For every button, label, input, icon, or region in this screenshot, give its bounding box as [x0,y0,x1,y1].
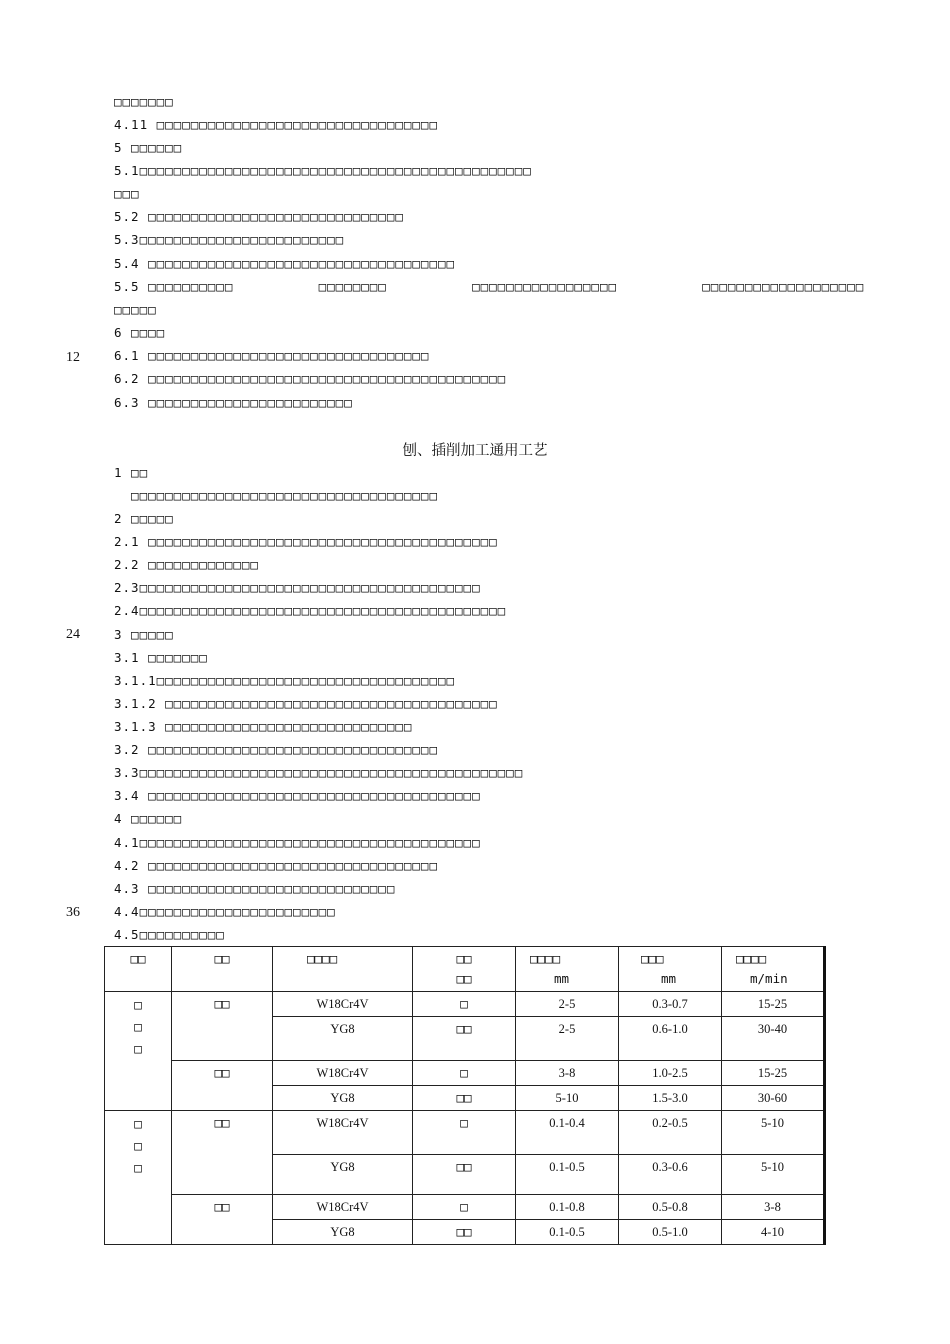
text-line: 4.3 □□□□□□□□□□□□□□□□□□□□□□□□□□□□□ [114,881,396,896]
text-line: 6.3 □□□□□□□□□□□□□□□□□□□□□□□□ [114,395,353,410]
table-row [105,992,825,1017]
text-line: 4.2 □□□□□□□□□□□□□□□□□□□□□□□□□□□□□□□□□□ [114,858,438,873]
depth-cell: 0.1-0.4 [516,1111,619,1155]
feed-cell: 0.2-0.5 [619,1111,722,1155]
depth-cell: 0.1-0.5 [516,1220,619,1245]
text-line: 6.1 □□□□□□□□□□□□□□□□□□□□□□□□□□□□□□□□□ [114,348,430,363]
table-row [105,1061,825,1086]
depth-cell: 2-5 [516,992,619,1017]
speed-cell: 5-10 [722,1155,825,1195]
depth-cell: 0.1-0.5 [516,1155,619,1195]
op-cell: □□ [172,992,273,1061]
text-line: 5.2 □□□□□□□□□□□□□□□□□□□□□□□□□□□□□□ [114,209,404,224]
text-line: 5 □□□□□□ [114,140,183,155]
speed-cell: 5-10 [722,1111,825,1155]
text-line: 1 □□ [114,465,149,480]
speed-cell: 30-60 [722,1086,825,1111]
text-line: 5.3□□□□□□□□□□□□□□□□□□□□□□□□ [114,232,345,247]
text-line: 2.3□□□□□□□□□□□□□□□□□□□□□□□□□□□□□□□□□□□□□□□□ [114,580,481,595]
text-line: □□□ [114,186,140,201]
text-line: 3.2 □□□□□□□□□□□□□□□□□□□□□□□□□□□□□□□□□□ [114,742,438,757]
tool-cell: YG8 [273,1086,413,1111]
material-cell: □ [413,1111,516,1155]
tool-cell: W18Cr4V [273,1111,413,1155]
material-cell: □ [413,992,516,1017]
op-cell: □□ [172,1195,273,1245]
feed-cell: 0.3-0.6 [619,1155,722,1195]
op-cell: □□ [172,1061,273,1111]
line-number: 36 [66,905,80,920]
text-line: 3.4 □□□□□□□□□□□□□□□□□□□□□□□□□□□□□□□□□□□□□□□ [114,788,481,803]
text-line: 3.1.3 □□□□□□□□□□□□□□□□□□□□□□□□□□□□□ [114,719,413,734]
material-cell: □□ [413,1086,516,1111]
text-line: □□□□□□□ [114,94,174,109]
text-line: □□□□□ [114,302,157,317]
text-line: 6.2 □□□□□□□□□□□□□□□□□□□□□□□□□□□□□□□□□□□□□□□□□□ [114,371,507,386]
text-line: 2.1 □□□□□□□□□□□□□□□□□□□□□□□□□□□□□□□□□□□□□□□□□ [114,534,498,549]
table-row [105,1111,825,1155]
depth-cell: 3-8 [516,1061,619,1086]
depth-cell: 5-10 [516,1086,619,1111]
header-cell: □□ [105,947,172,992]
text-line: 5.4 □□□□□□□□□□□□□□□□□□□□□□□□□□□□□□□□□□□□ [114,256,456,271]
group-label: □□□ [105,1111,172,1245]
op-cell: □□ [172,1111,273,1195]
text-line: 2.4□□□□□□□□□□□□□□□□□□□□□□□□□□□□□□□□□□□□□□□□□□□ [114,603,507,618]
depth-cell: 2-5 [516,1017,619,1061]
tool-cell: YG8 [273,1017,413,1061]
header-cell: □□ [172,947,273,992]
line-number: 12 [66,350,80,365]
depth-cell: 0.1-0.8 [516,1195,619,1220]
header-cell: □□□□ [273,947,413,992]
text-line: □□□□□□□□□□□□□□□□□□□□□□□□□□□□□□□□□□□□ [114,488,438,503]
text-line: 3 □□□□□ [114,627,174,642]
feed-cell: 1.0-2.5 [619,1061,722,1086]
text-line: 2 □□□□□ [114,511,174,526]
speed-cell: 4-10 [722,1220,825,1245]
table-row [105,1195,825,1220]
material-cell: □□ [413,1220,516,1245]
material-cell: □ [413,1061,516,1086]
material-cell: □□ [413,1155,516,1195]
text-line: 6 □□□□ [114,325,166,340]
tool-cell: W18Cr4V [273,992,413,1017]
feed-cell: 0.3-0.7 [619,992,722,1017]
text-line: 4.5□□□□□□□□□□ [114,927,225,942]
text-line: 3.1.2 □□□□□□□□□□□□□□□□□□□□□□□□□□□□□□□□□□□□□□□ [114,696,498,711]
text-line: 5.1□□□□□□□□□□□□□□□□□□□□□□□□□□□□□□□□□□□□□□□□□□□□□□ [114,163,532,178]
tool-cell: W18Cr4V [273,1195,413,1220]
group-label: □□□ [105,992,172,1111]
tool-cell: YG8 [273,1220,413,1245]
material-cell: □ [413,1195,516,1220]
text-line: 4.4□□□□□□□□□□□□□□□□□□□□□□□ [114,904,336,919]
header-cell: □□□□ mm [516,947,619,992]
text-line: 2.2 □□□□□□□□□□□□□ [114,557,259,572]
text-line: 4 □□□□□□ [114,811,183,826]
header-cell: □□ □□ [413,947,516,992]
text-line: 5.5 □□□□□□□□□□ □□□□□□□□ □□□□□□□□□□□□□□□□□ □□□□□□□□□□□□□□□□□□□ [114,279,865,294]
tool-cell: YG8 [273,1155,413,1195]
text-line: 3.1 □□□□□□□ [114,650,208,665]
text-line: 3.1.1□□□□□□□□□□□□□□□□□□□□□□□□□□□□□□□□□□□ [114,673,456,688]
speed-cell: 30-40 [722,1017,825,1061]
speed-cell: 3-8 [722,1195,825,1220]
speed-cell: 15-25 [722,1061,825,1086]
table-header-row [105,947,825,992]
tool-cell: W18Cr4V [273,1061,413,1086]
text-line: 4.11 □□□□□□□□□□□□□□□□□□□□□□□□□□□□□□□□□ [114,117,438,132]
feed-cell: 0.6-1.0 [619,1017,722,1061]
line-number: 24 [66,627,80,642]
material-cell: □□ [413,1017,516,1061]
speed-cell: 15-25 [722,992,825,1017]
text-line: 3.3□□□□□□□□□□□□□□□□□□□□□□□□□□□□□□□□□□□□□□□□□□□□□ [114,765,524,780]
feed-cell: 0.5-0.8 [619,1195,722,1220]
feed-cell: 1.5-3.0 [619,1086,722,1111]
header-cell: □□□□ m/min [722,947,825,992]
section-title: 刨、插削加工通用工艺 [402,443,548,459]
feed-cell: 0.5-1.0 [619,1220,722,1245]
text-line: 4.1□□□□□□□□□□□□□□□□□□□□□□□□□□□□□□□□□□□□□□□□ [114,835,481,850]
cutting-parameter-table [104,946,826,1245]
header-cell: □□□ mm [619,947,722,992]
